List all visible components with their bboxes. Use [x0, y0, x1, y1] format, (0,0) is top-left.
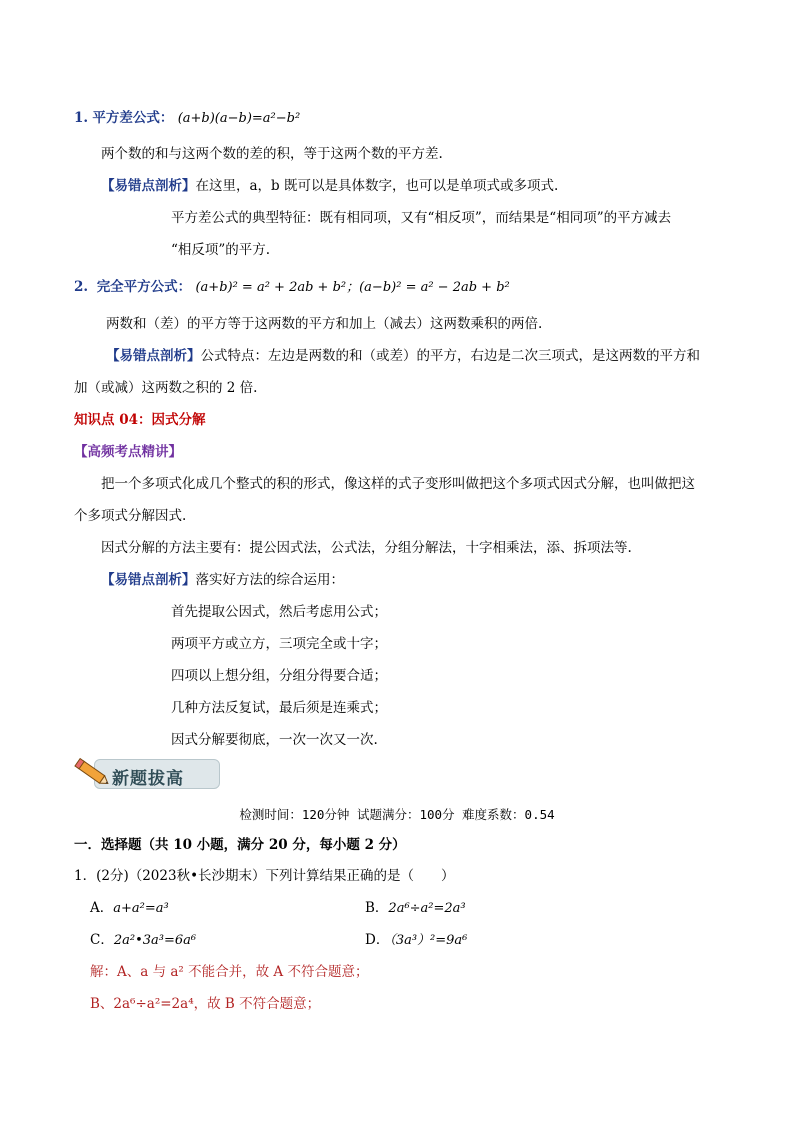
- part1-heading: 一．选择题（共 10 小题，满分 20 分，每小题 2 分）: [74, 837, 406, 853]
- option-a-label: A．: [90, 900, 114, 916]
- section1-tip-label: 【易错点剖析】: [101, 178, 196, 194]
- rhyme-line: 两项平方或立方，三项完全或十字；: [171, 636, 387, 652]
- section2-tip-line2: 加（或减）这两数之积的 2 倍.: [74, 380, 258, 396]
- pencil-icon: [72, 756, 112, 790]
- knowledge04-tip-label: 【易错点剖析】: [101, 572, 196, 588]
- banner-label: 新题拔高: [112, 769, 184, 789]
- option-a: [90, 899, 169, 918]
- section2-tip-line1: 公式特点：左边是两数的和（或差）的平方，右边是二次三项式，是这两数的平方和: [200, 348, 700, 364]
- rhyme-line: 首先提取公因式，然后考虑用公式；: [171, 604, 387, 620]
- option-c: [90, 931, 196, 950]
- section1-feature-line1: 平方差公式的典型特征：既有相同项，又有“相反项”，而结果是“相同项”的平方减去: [171, 210, 672, 226]
- option-b-text: 2a⁶÷a²=2a³: [388, 901, 466, 916]
- section1-heading: [74, 109, 300, 128]
- option-b-label: B．: [365, 900, 389, 916]
- section1-tip-text: 在这里，a，b 既可以是具体数字，也可以是单项式或多项式.: [195, 178, 559, 194]
- section2-desc: 两数和（差）的平方等于这两数的平方和加上（减去）这两数乘积的两倍.: [106, 316, 543, 332]
- section1-feature-line2: “相反项”的平方.: [171, 242, 271, 258]
- knowledge04-tip-text: 落实好方法的综合运用：: [195, 572, 344, 588]
- option-c-label: C．: [90, 932, 114, 948]
- rhyme-line: 几种方法反复试，最后须是连乘式；: [171, 700, 387, 716]
- section1-tip: [101, 177, 558, 195]
- new-questions-banner: [72, 756, 220, 790]
- section2-tip: [106, 347, 700, 365]
- section1-formula: (a+b)(a−b)=a²−b²: [177, 111, 301, 126]
- option-c-text: 2a²•3a³=6a⁶: [113, 933, 197, 948]
- section1-desc: 两个数的和与这两个数的差的积，等于这两个数的平方差.: [101, 146, 443, 162]
- section2-number: 2.: [74, 279, 89, 295]
- knowledge04-methods: 因式分解的方法主要有：提公因式法，公式法，分组分解法，十字相乘法，添、拆项法等.: [101, 540, 632, 556]
- knowledge04-subheading: 【高频考点精讲】: [74, 444, 182, 460]
- rhyme-line: 四项以上想分组，分组分得要合适；: [171, 668, 387, 684]
- section2-formula: (a+b)² = a² + 2ab + b²；(a−b)² = a² − 2ab + b²: [195, 280, 510, 295]
- option-d-label: D．: [365, 932, 390, 948]
- knowledge04-heading: 知识点 04：因式分解: [74, 412, 206, 428]
- test-meta: 检测时间：120分钟 试题满分：100分 难度系数：0.54: [239, 807, 555, 822]
- option-d: [365, 931, 467, 950]
- section1-number: 1.: [74, 110, 89, 126]
- knowledge04-tip: [101, 571, 344, 589]
- section2-title: 完全平方公式：: [96, 279, 192, 295]
- rhyme-line: 因式分解要彻底，一次一次又一次.: [171, 732, 378, 748]
- section2-heading: [74, 278, 510, 297]
- solution-line2: B、2a⁶÷a²=2a⁴，故 B 不符合题意；: [90, 996, 321, 1012]
- knowledge04-para-line2: 个多项式分解因式.: [74, 508, 187, 524]
- option-b: [365, 899, 466, 918]
- knowledge04-para-line1: 把一个多项式化成几个整式的积的形式，像这样的式子变形叫做把这个多项式因式分解，也叫做把这: [101, 476, 695, 492]
- option-a-text: a+a²=a³: [113, 901, 169, 916]
- section1-title: 平方差公式：: [92, 110, 174, 126]
- section2-tip-label: 【易错点剖析】: [106, 348, 201, 364]
- question1-stem: 1．(2分)（2023秋•长沙期末）下列计算结果正确的是（ ）: [74, 868, 455, 884]
- option-d-text: （3a³）²=9a⁶: [389, 933, 468, 948]
- solution-line1: 解：A、a 与 a² 不能合并，故 A 不符合题意；: [90, 964, 369, 980]
